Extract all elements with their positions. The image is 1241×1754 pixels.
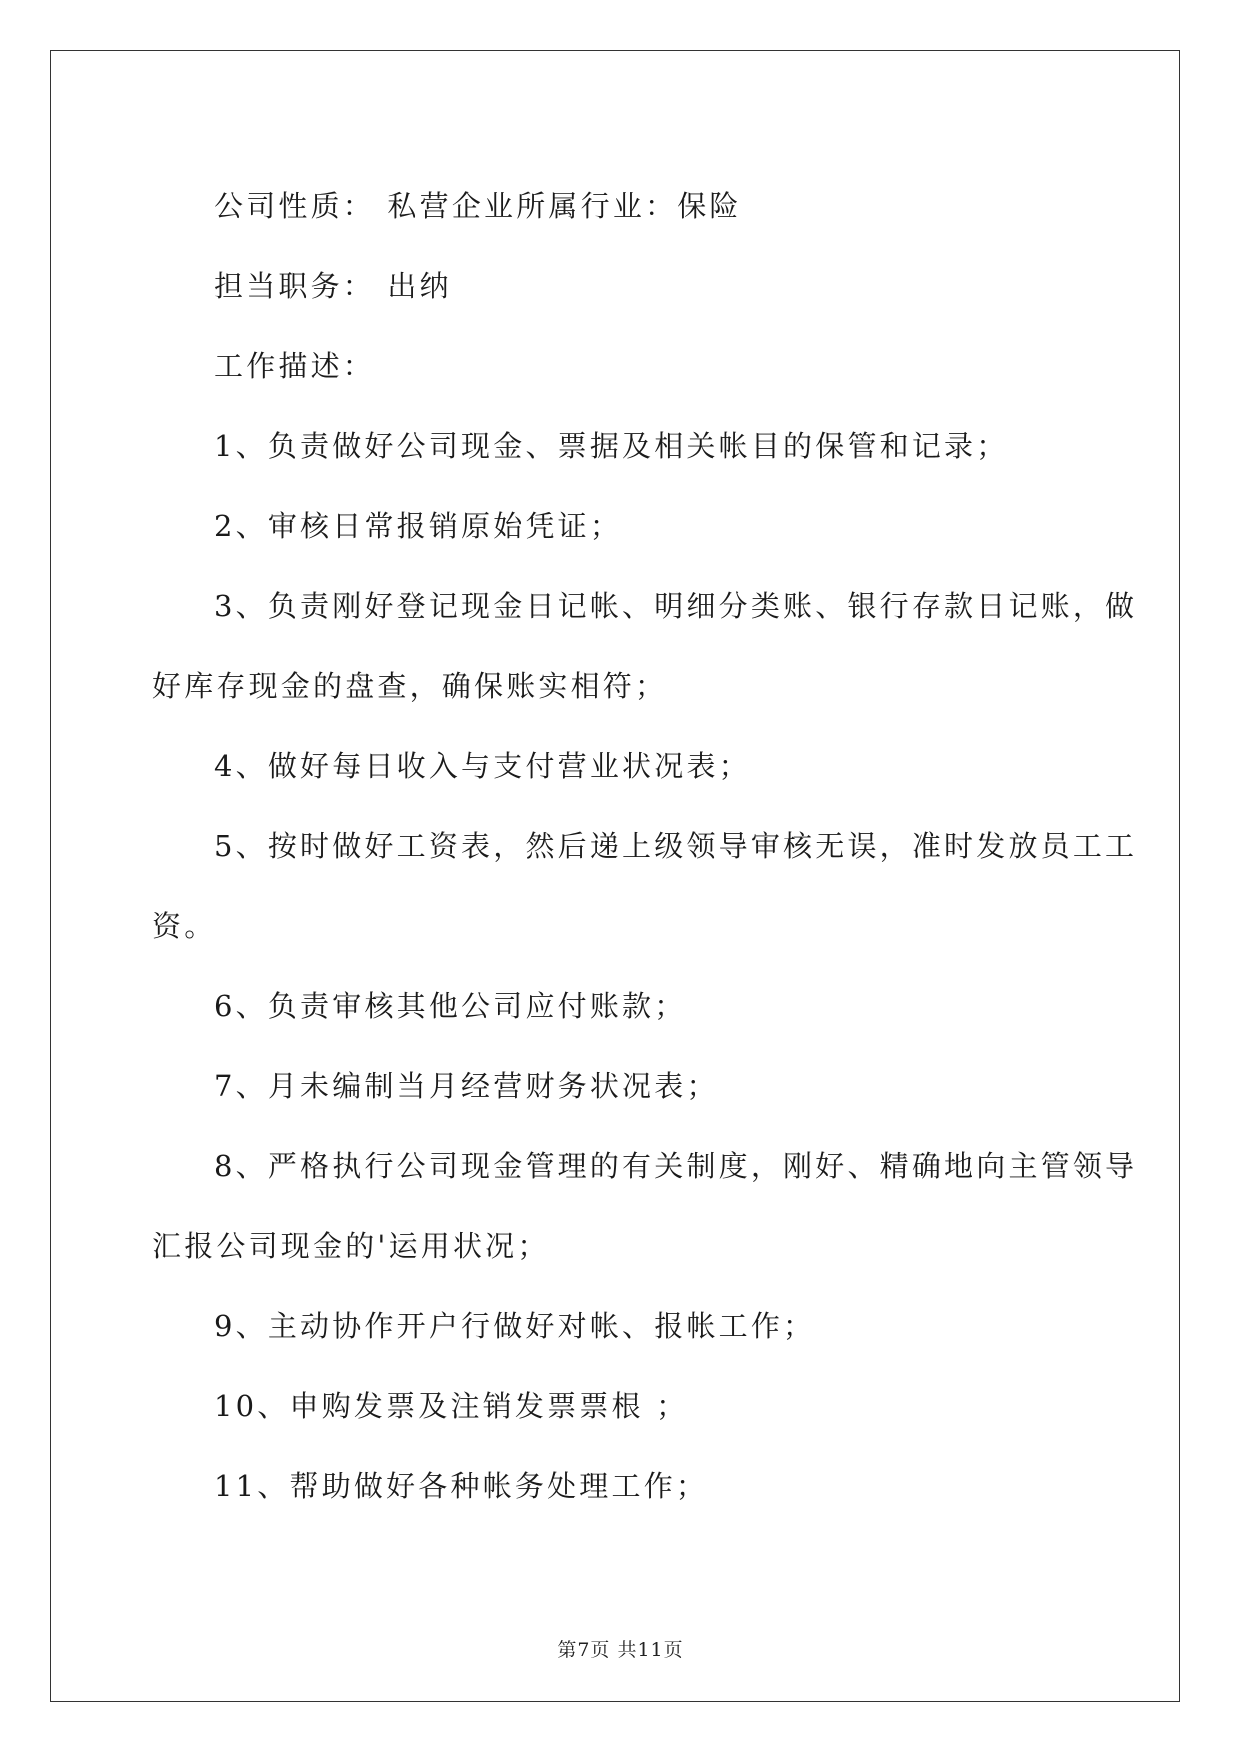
page-number-footer: 第7页 共11页 [557, 1639, 684, 1661]
duty-item-1: 1、负责做好公司现金、票据及相关帐目的保管和记录； [214, 429, 1009, 463]
duty-item-4: 4、做好每日收入与支付营业状况表； [214, 749, 751, 783]
duty-item-6: 6、负责审核其他公司应付账款； [214, 989, 687, 1023]
duty-item-5-line-1: 5、按时做好工资表，然后递上级领导审核无误，准时发放员工工 [214, 829, 1138, 863]
position-line: 担当职务： 出纳 [214, 269, 452, 303]
duty-item-11: 11、帮助做好各种帐务处理工作； [214, 1469, 709, 1503]
job-description-heading: 工作描述： [214, 349, 376, 383]
duty-item-5-line-2: 资。 [152, 909, 217, 943]
duty-item-3-line-1: 3、负责刚好登记现金日记帐、明细分类账、银行存款日记账，做 [214, 589, 1138, 623]
duty-item-7: 7、月未编制当月经营财务状况表； [214, 1069, 719, 1103]
duty-item-5 [152, 806, 1138, 966]
duty-item-8 [152, 1126, 1138, 1286]
duty-item-8-line-1: 8、严格执行公司现金管理的有关制度，刚好、精确地向主管领导 [214, 1149, 1138, 1183]
duty-item-3-line-2: 好库存现金的盘查，确保账实相符； [152, 669, 668, 703]
company-nature-line: 公司性质： 私营企业所属行业：保险 [214, 189, 742, 223]
duty-item-10: 10、申购发票及注销发票票根 ； [214, 1389, 689, 1423]
duty-item-9: 9、主动协作开户行做好对帐、报帐工作； [214, 1309, 816, 1343]
duty-item-2: 2、审核日常报销原始凭证； [214, 509, 623, 543]
duty-item-8-line-2: 汇报公司现金的'运用状况； [152, 1229, 550, 1263]
duty-item-3 [152, 566, 1138, 726]
document-body [152, 166, 1138, 1526]
